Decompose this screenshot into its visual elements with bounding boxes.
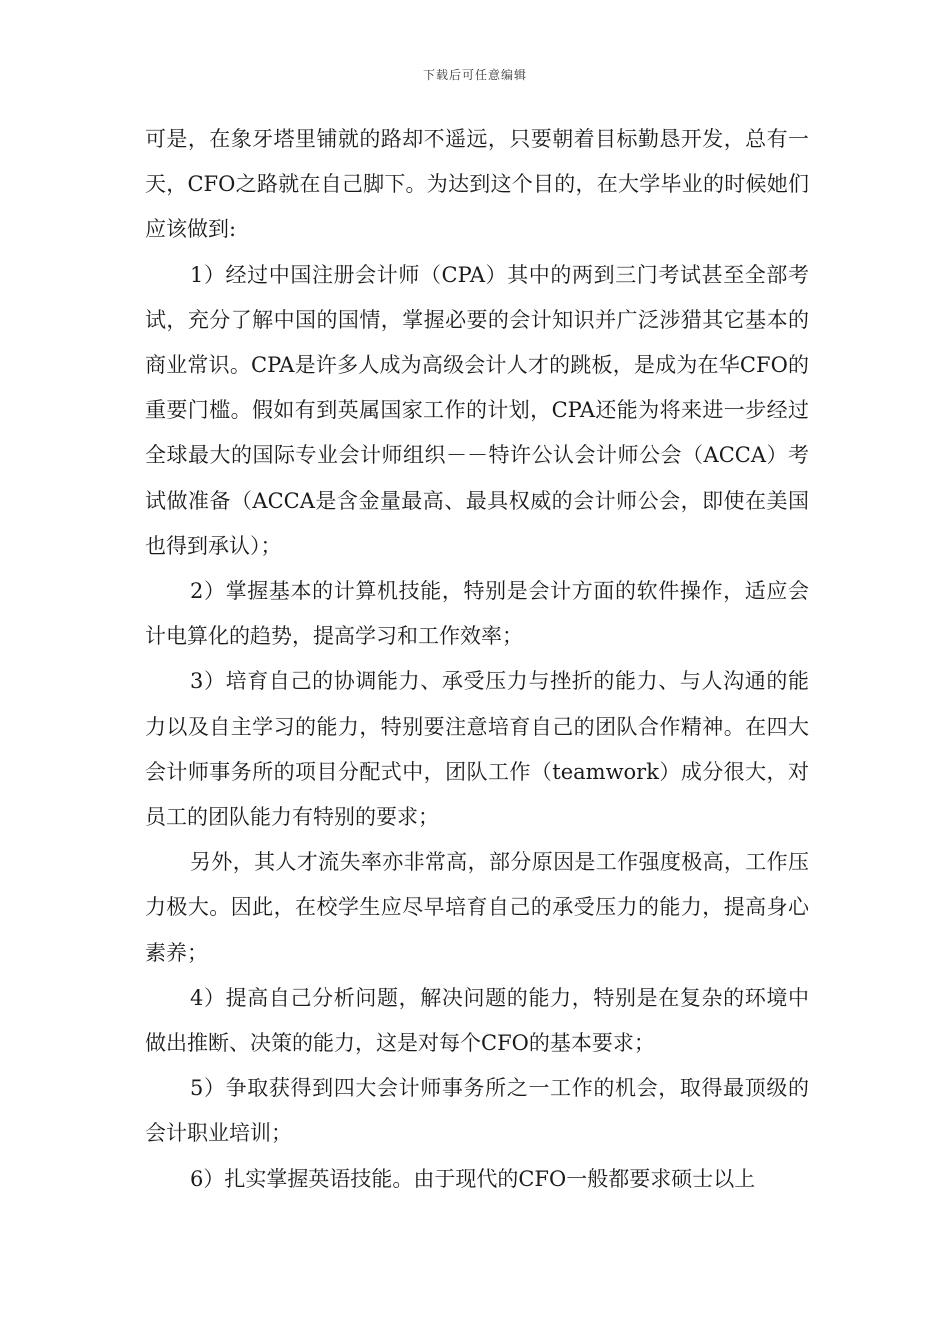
document-body: [145, 117, 809, 1202]
paragraph-intro: 可是，在象牙塔里铺就的路却不遥远，只要朝着目标勤恳开发，总有一天，CFO之路就在自己脚下。为达到这个目的，在大学毕业的时候她们应该做到:: [145, 127, 809, 242]
paragraph-item-3-extra: 另外，其人才流失率亦非常高，部分原因是工作强度极高，工作压力极大。因此，在校学生应尽早培育自己的承受压力的能力，提高身心素养；: [145, 850, 809, 965]
paragraph-item-2: 2）掌握基本的计算机技能，特别是会计方面的软件操作，适应会计电算化的趋势，提高学习和工作效率；: [145, 579, 809, 649]
paragraph-item-5: 5）争取获得到四大会计师事务所之一工作的机会，取得最顶级的会计职业培训；: [145, 1076, 809, 1146]
paragraph-item-6: 6）扎实掌握英语技能。由于现代的CFO一般都要求硕士以上: [190, 1166, 756, 1191]
paragraph-item-1: 1）经过中国注册会计师（CPA）其中的两到三门考试甚至全部考试，充分了解中国的国情，掌握必要的会计知识并广泛涉猎其它基本的商业常识。CPA是许多人成为高级会计人才的跳板，是成为在华CFO的重要门槛。假如有到英属国家工作的计划，CPA还能为将来进一步经过全球最大的国际专业会计师组织－－特许公认会计师公会（ACCA）考试做准备（ACCA是含金量最高、最具权威的会计师公会，即使在美国也得到承认）；: [145, 262, 809, 558]
paragraph-item-3: 3）培育自己的协调能力、承受压力与挫折的能力、与人沟通的能力以及自主学习的能力，特别要注意培育自己的团队合作精神。在四大会计师事务所的项目分配式中，团队工作（teamwork）成分很大，对员工的团队能力有特别的要求；: [145, 669, 809, 830]
page-header: 下载后可任意编辑: [422, 68, 527, 82]
paragraph-item-4: 4）提高自己分析问题，解决问题的能力，特别是在复杂的环境中做出推断、决策的能力，这是对每个CFO的基本要求；: [145, 985, 809, 1056]
